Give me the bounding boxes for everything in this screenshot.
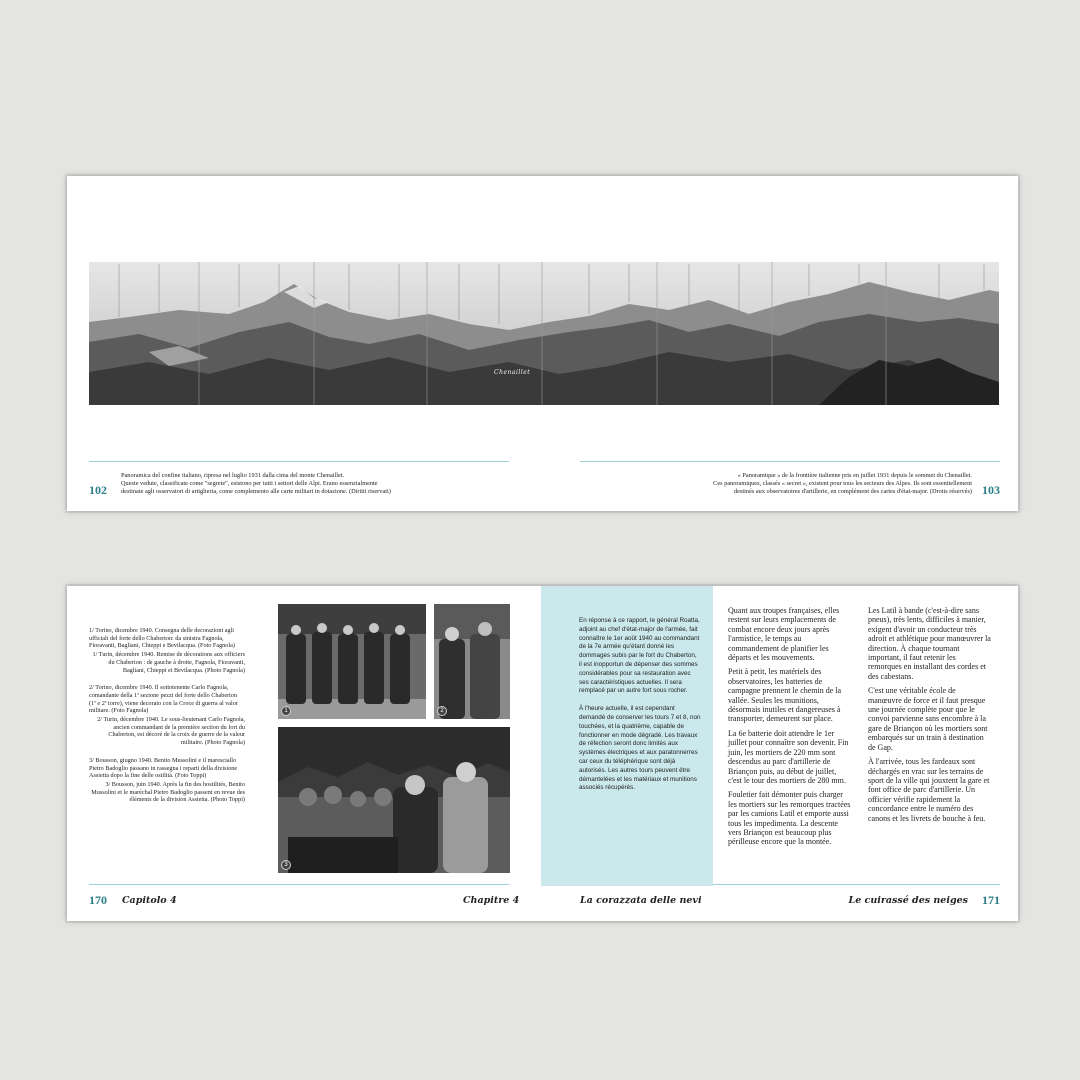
page-number-right: 171 <box>982 893 1000 907</box>
photo-officers-lineup <box>278 604 426 719</box>
page-number-left: 102 <box>89 483 107 497</box>
caption-italian: 2/ Torino, dicembre 1940. Il sottotenente Carlo Fagnola, comandante della 1ª sezione pezzi del forte dello Chaberton (1ª e 2ª torre), viene decorato con la Croce di guerra al valor militare. (Foto Fagnola) <box>89 684 238 715</box>
paragraph: Fouletier fait démonter puis charger les mortiers sur les remorques tractées par les camions Latil et emporte aussi tous les impedimenta. La descente vers Briançon est beaucoup plus périlleuse encore que la montée. <box>728 790 851 847</box>
caption-italian: 3/ Bousson, giugno 1940. Benito Mussolini e il maresciallo Pietro Badoglio passano in rassegna i reparti della divisione Assietta dopo la fine delle ostilità. (Foto Toppi) <box>89 756 238 780</box>
caption-line: Ces panoramiques, classés « secret », existent pour tous les secteurs des Alpes. Ils sont essentiellement <box>713 480 972 488</box>
photo-captions <box>89 627 245 814</box>
caption-group-3 <box>89 757 245 804</box>
caption-group-2 <box>89 684 245 747</box>
paragraph: Les Latil à bande (c'est-à-dire sans pneus), très lents, difficiles à manier, exigent d'avoir un conducteur très adroit et athlétique pour manœuvrer la direction. À chaque tournant important, il faut retenir les remorques en installant des cordes et des cabestans. <box>868 606 991 681</box>
top-book-spread <box>67 176 1018 511</box>
caption-italian <box>121 472 391 497</box>
caption-french <box>713 472 972 497</box>
caption-line: destinés aux observatoires d'artillerie, en complément des cartes d'état-major. (Droits réservés) <box>734 488 972 496</box>
running-head-french-title: Le cuirassé des neiges <box>848 895 968 906</box>
paragraph: En réponse à ce rapport, le général Roatta, adjoint au chef d'état-major de l'armée, fait connaître le 1er août 1940 au commandant de la 7e armée qu'étant donné les dommages subis par le fort du Chaberton, il est inopportun de dépenser des sommes considérables pour sa restauration avec ses caractéristiques actuelles. Il sera remplacé par un autre fort sous rocher. <box>579 617 700 695</box>
caption-french: 2/ Turin, décembre 1940. Le sous-lieutenant Carlo Fagnola, ancien commandant de la première section du fort du Chaberton, est décoré de la croix de guerre de la valeur militaire. (Photo Fagnola) <box>97 716 245 747</box>
caption-rule-left <box>89 461 509 462</box>
running-head-french: Chapitre 4 <box>463 895 520 906</box>
bottom-book-spread <box>67 586 1018 921</box>
highlight-text <box>579 617 701 802</box>
paragraph: La 6e batterie doit attendre le 1er juillet pour connaître son devenir. Fin juin, les mortiers de 220 mm sont descendus au parc d'artillerie de Briançon puis, au début de juillet, c'est le tour des mortiers de 280 mm. <box>728 728 849 785</box>
paragraph: Petit à petit, les matériels des observatoires, les batteries de campagne prennent le chemin de la vallée. Seules les munitions, désormais inutiles et dangereuses à transporter, demeurent sur place. <box>728 667 842 724</box>
caption-group-1 <box>89 627 245 674</box>
paragraph: Quant aux troupes françaises, elles restent sur leurs emplacements de combat encore deux jours après l'armistice, le temps au commandement de planifier les départs et les mouvements. <box>728 606 840 663</box>
text-column-1 <box>728 606 851 852</box>
paragraph: À l'heure actuelle, il est cependant demandé de conserver les tours 7 et 8, non touchées, et la quatrième, capable de fonctionner en mode dégradé. Les travaux de réfection seront donc limités aux systèmes électriques et aux paratonnerres car ceux du téléphérique sont déjà autorisés. Les autres tours peuvent être démantelées et les matériaux et munitions associés récupérés. <box>579 705 701 792</box>
page-number-left: 170 <box>89 893 107 907</box>
running-head-italian-title: La corazzata delle nevi <box>580 895 702 906</box>
caption-line: destinate agli osservatori di artiglieria, come complemento alle carte militari in dotazione. (Diritti riservati) <box>121 488 391 496</box>
caption-rule-right <box>580 461 1000 462</box>
running-head-italian: Capitolo 4 <box>122 895 177 906</box>
page-number-right: 103 <box>982 483 1000 497</box>
photo-number-badge: 1 <box>281 706 291 716</box>
caption-line: Queste vedute, classificate come "segrete", esistono per tutti i settori delle Alpi. Erano essenzialmente <box>121 480 378 488</box>
caption-line: Panoramica del confine italiano, ripresa nel luglio 1931 dalla cima del monte Chenaillet. <box>121 472 345 479</box>
panorama-inscription: Chenaillet <box>494 369 531 376</box>
photo-decoration-ceremony <box>434 604 510 719</box>
caption-french: 3/ Bousson, juin 1940. Après la fin des hostilités, Benito Mussolini et le maréchal Pietro Badoglio passent en revue des éléments de la division Assietta. (Photo Toppi) <box>91 780 245 804</box>
caption-french: 1/ Turin, décembre 1940. Remise de décorations aux officiers du Chaberton : de gauche à droite, Fagnola, Fioravanti, Bagliani, Chieppi et Bevilacqua. (Photo Fagnola) <box>92 651 245 674</box>
photo-number-badge: 3 <box>281 860 291 870</box>
paragraph: C'est une véritable école de manœuvre de force et il faut presque une journée complète pour que le convoi parvienne sans encombre à la gare de Briançon où les mortiers sont embarqués sur un train à destination de Gap. <box>868 686 988 752</box>
text-column-2 <box>868 606 991 828</box>
photo-number-badge: 2 <box>437 706 447 716</box>
caption-italian: 1/ Torino, dicembre 1940. Consegna delle decorazioni agli ufficiali del forte dello Chaberton: da sinistra Fagnola, Fioravanti, Bagliani, Chieppi e Bevilacqua. (Foto Fagnola) <box>89 627 235 650</box>
panorama-photo <box>89 262 999 405</box>
paragraph: À l'arrivée, tous les fardeaux sont déchargés en vrac sur les terrains de sport de la ville qui jouxtent la gare et font office de parc d'artillerie. Un officier vérifie rapidement la concordance entre le numéro des canons et les livrets de bouche à feu. <box>868 757 990 823</box>
footer-rule-left <box>89 884 509 885</box>
photo-mussolini-review <box>278 727 510 873</box>
caption-line: « Panoramique » de la frontière italienne pris en juillet 1931 depuis le sommet du Chenaillet. <box>737 472 972 479</box>
